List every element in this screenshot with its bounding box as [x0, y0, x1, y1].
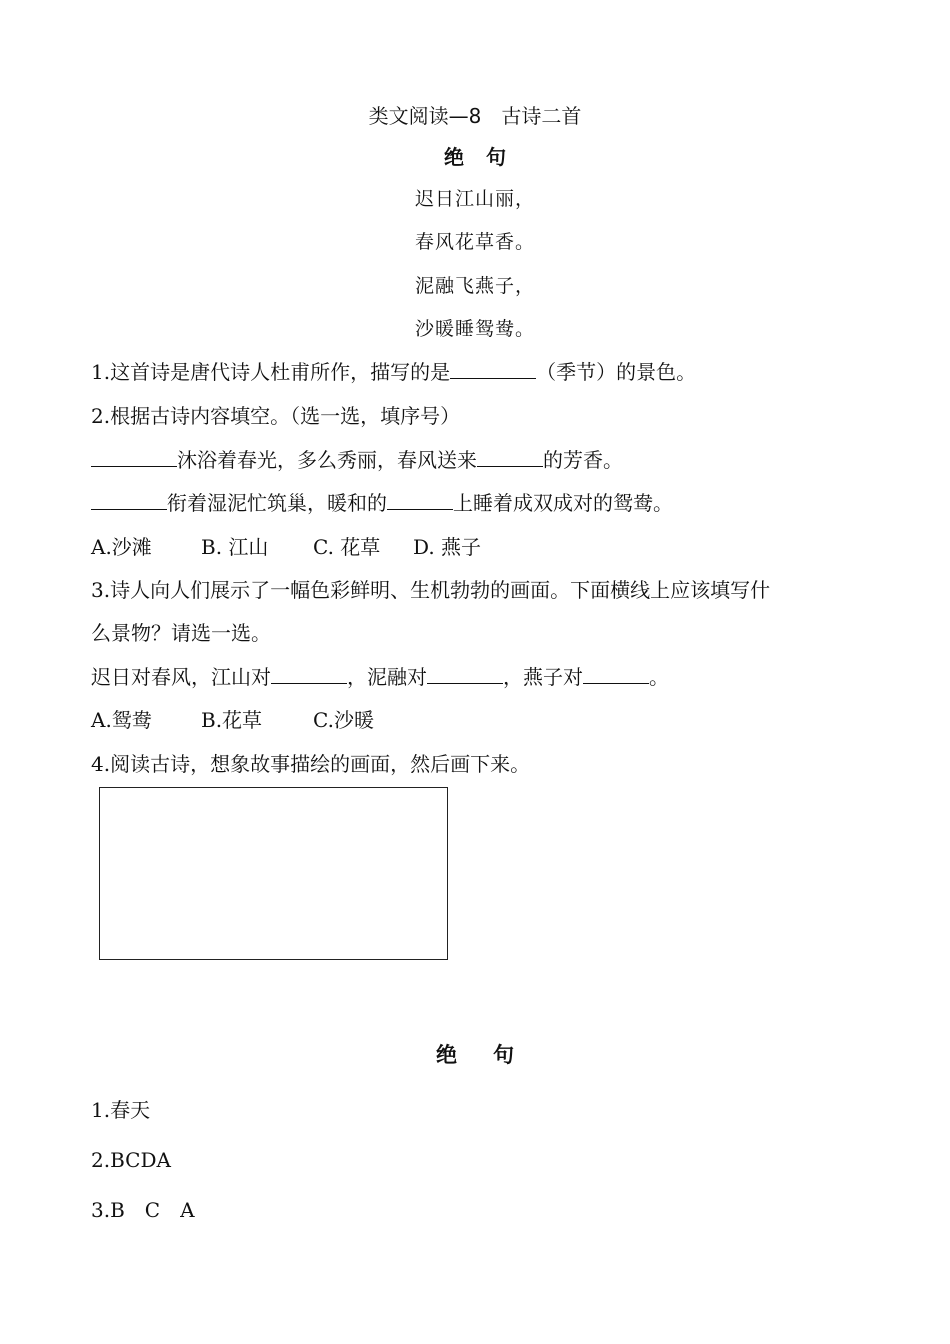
question-1-text: 1.这首诗是唐代诗人杜甫所作，描写的是	[91, 360, 451, 384]
answers-title: 绝句	[436, 1042, 550, 1067]
drawing-box[interactable]	[99, 787, 448, 960]
question-1-suffix: （季节）的景色。	[536, 360, 697, 384]
answer-2: 2.BCDA	[91, 1148, 171, 1172]
question-2-text: 上睡着成双成对的鸳鸯。	[453, 491, 673, 515]
question-3-text: ，燕子对	[503, 665, 583, 689]
answer-blank[interactable]	[91, 448, 177, 467]
answer-1: 1.春天	[91, 1098, 151, 1122]
option: D. 燕子	[413, 535, 482, 559]
question-4-prompt: 4.阅读古诗，想象故事描绘的画面，然后画下来。	[91, 752, 531, 776]
question-3-options	[91, 708, 374, 732]
option: C. 花草	[313, 535, 381, 559]
question-2-options	[91, 535, 481, 559]
question-3-prompt-line-1: 3.诗人向人们展示了一幅色彩鲜明、生机勃勃的画面。下面横线上应该填写什	[91, 578, 771, 602]
answer-blank[interactable]	[427, 665, 503, 684]
option: B. 江山	[201, 535, 269, 559]
question-3-text: 迟日对春风，江山对	[91, 665, 271, 689]
option: B.花草	[201, 708, 263, 732]
question-3-text: ，泥融对	[347, 665, 427, 689]
page-title: 类文阅读—8 古诗二首	[368, 104, 582, 128]
answer-blank[interactable]	[91, 491, 167, 510]
question-3-text: 。	[649, 665, 669, 689]
answer-blank[interactable]	[477, 448, 543, 467]
question-1	[91, 360, 696, 384]
answer-blank[interactable]	[387, 491, 453, 510]
answer-3: 3.B C A	[91, 1198, 195, 1222]
poem-title: 绝句	[444, 145, 528, 169]
poem-line: 迟日江山丽，	[414, 188, 535, 210]
question-2-text: 衔着湿泥忙筑巢，暖和的	[167, 491, 387, 515]
option: A.沙滩	[91, 535, 152, 559]
question-3-fill	[91, 665, 669, 689]
answer-blank[interactable]	[450, 360, 536, 379]
answer-blank[interactable]	[583, 665, 649, 684]
question-2-line-1	[91, 448, 623, 472]
option: C.沙暖	[313, 708, 374, 732]
question-2-text: 沐浴着春光，多么秀丽，春风送来	[177, 448, 477, 472]
poem-line: 泥融飞燕子，	[414, 275, 535, 297]
question-2-text: 的芳香。	[543, 448, 623, 472]
answer-blank[interactable]	[271, 665, 347, 684]
poem-line: 沙暖睡鸳鸯。	[414, 318, 535, 340]
question-3-prompt-line-2: 么景物？请选一选。	[91, 621, 271, 645]
option: A.鸳鸯	[91, 708, 152, 732]
question-2-line-2	[91, 491, 673, 515]
poem-line: 春风花草香。	[414, 231, 535, 253]
question-2-prompt: 2.根据古诗内容填空。（选一选，填序号）	[91, 404, 461, 428]
